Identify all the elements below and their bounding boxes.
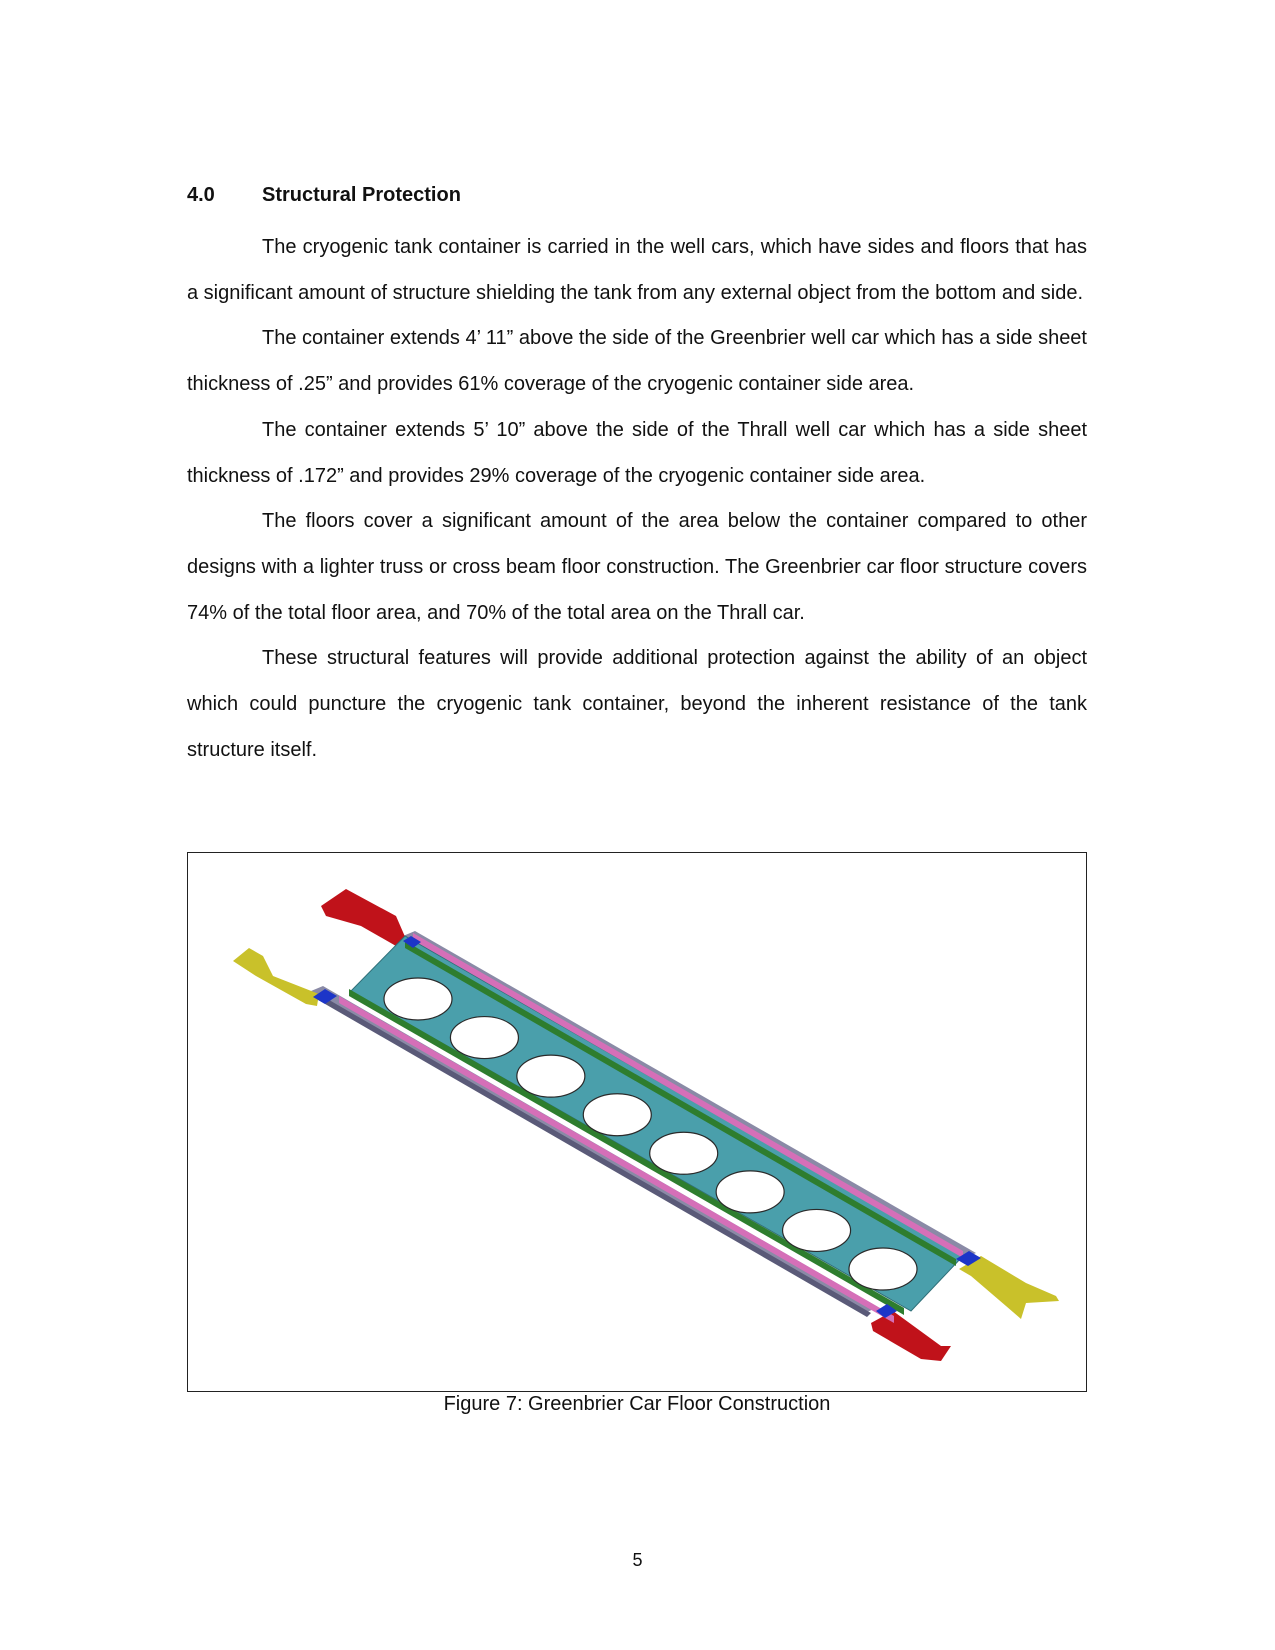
floor-hole — [583, 1094, 651, 1136]
page-number: 5 — [632, 1550, 643, 1570]
far-red-bolster — [321, 889, 406, 946]
near-green-rail — [349, 989, 904, 1315]
floor-hole — [783, 1209, 851, 1251]
greenbrier-car-floor-drawing — [188, 853, 1085, 1390]
section-number: 4.0 — [187, 184, 215, 206]
floor-hole — [517, 1055, 585, 1097]
section-heading — [187, 184, 461, 207]
paragraph-3: The container extends 5’ 10” above the side of the Thrall well car which has a side sheet thickness of .172” and provides 29% coverage of the cryogenic container side area. — [187, 418, 1087, 487]
right-yellow-end — [959, 1256, 1059, 1319]
floor-hole — [849, 1248, 917, 1290]
far-green-rail — [405, 941, 956, 1266]
section-body — [187, 225, 1087, 773]
left-yellow-end — [233, 948, 319, 1006]
floor-hole — [384, 978, 452, 1020]
paragraph-2: The container extends 4’ 11” above the side of the Greenbrier well car which has a side sheet thickness of .25” and provides 61% coverage of the cryogenic container side area. — [187, 327, 1087, 396]
section-title: Structural Protection — [262, 184, 461, 206]
near-red-bolster — [871, 1311, 951, 1361]
figure-7-frame — [187, 852, 1087, 1392]
paragraph-1: The cryogenic tank container is carried in the well cars, which have sides and floors that has a significant amount of structure shielding the tank from any external object from the bottom and side. — [187, 236, 1087, 304]
paragraph-5: These structural features will provide additional protection against the ability of an object which could puncture the cryogenic tank container, beyond the inherent resistance of the tank structure itself. — [187, 647, 1087, 761]
floor-hole — [716, 1171, 784, 1213]
figure-caption: Figure 7: Greenbrier Car Floor Construction — [443, 1393, 831, 1415]
floor-hole — [650, 1132, 718, 1174]
floor-hole — [450, 1017, 518, 1059]
paragraph-4: The floors cover a significant amount of the area below the container compared to other designs with a lighter truss or cross beam floor construction. The Greenbrier car floor structure covers 74% of the total floor area, and 70% of the total area on the Thrall car. — [187, 510, 1087, 624]
